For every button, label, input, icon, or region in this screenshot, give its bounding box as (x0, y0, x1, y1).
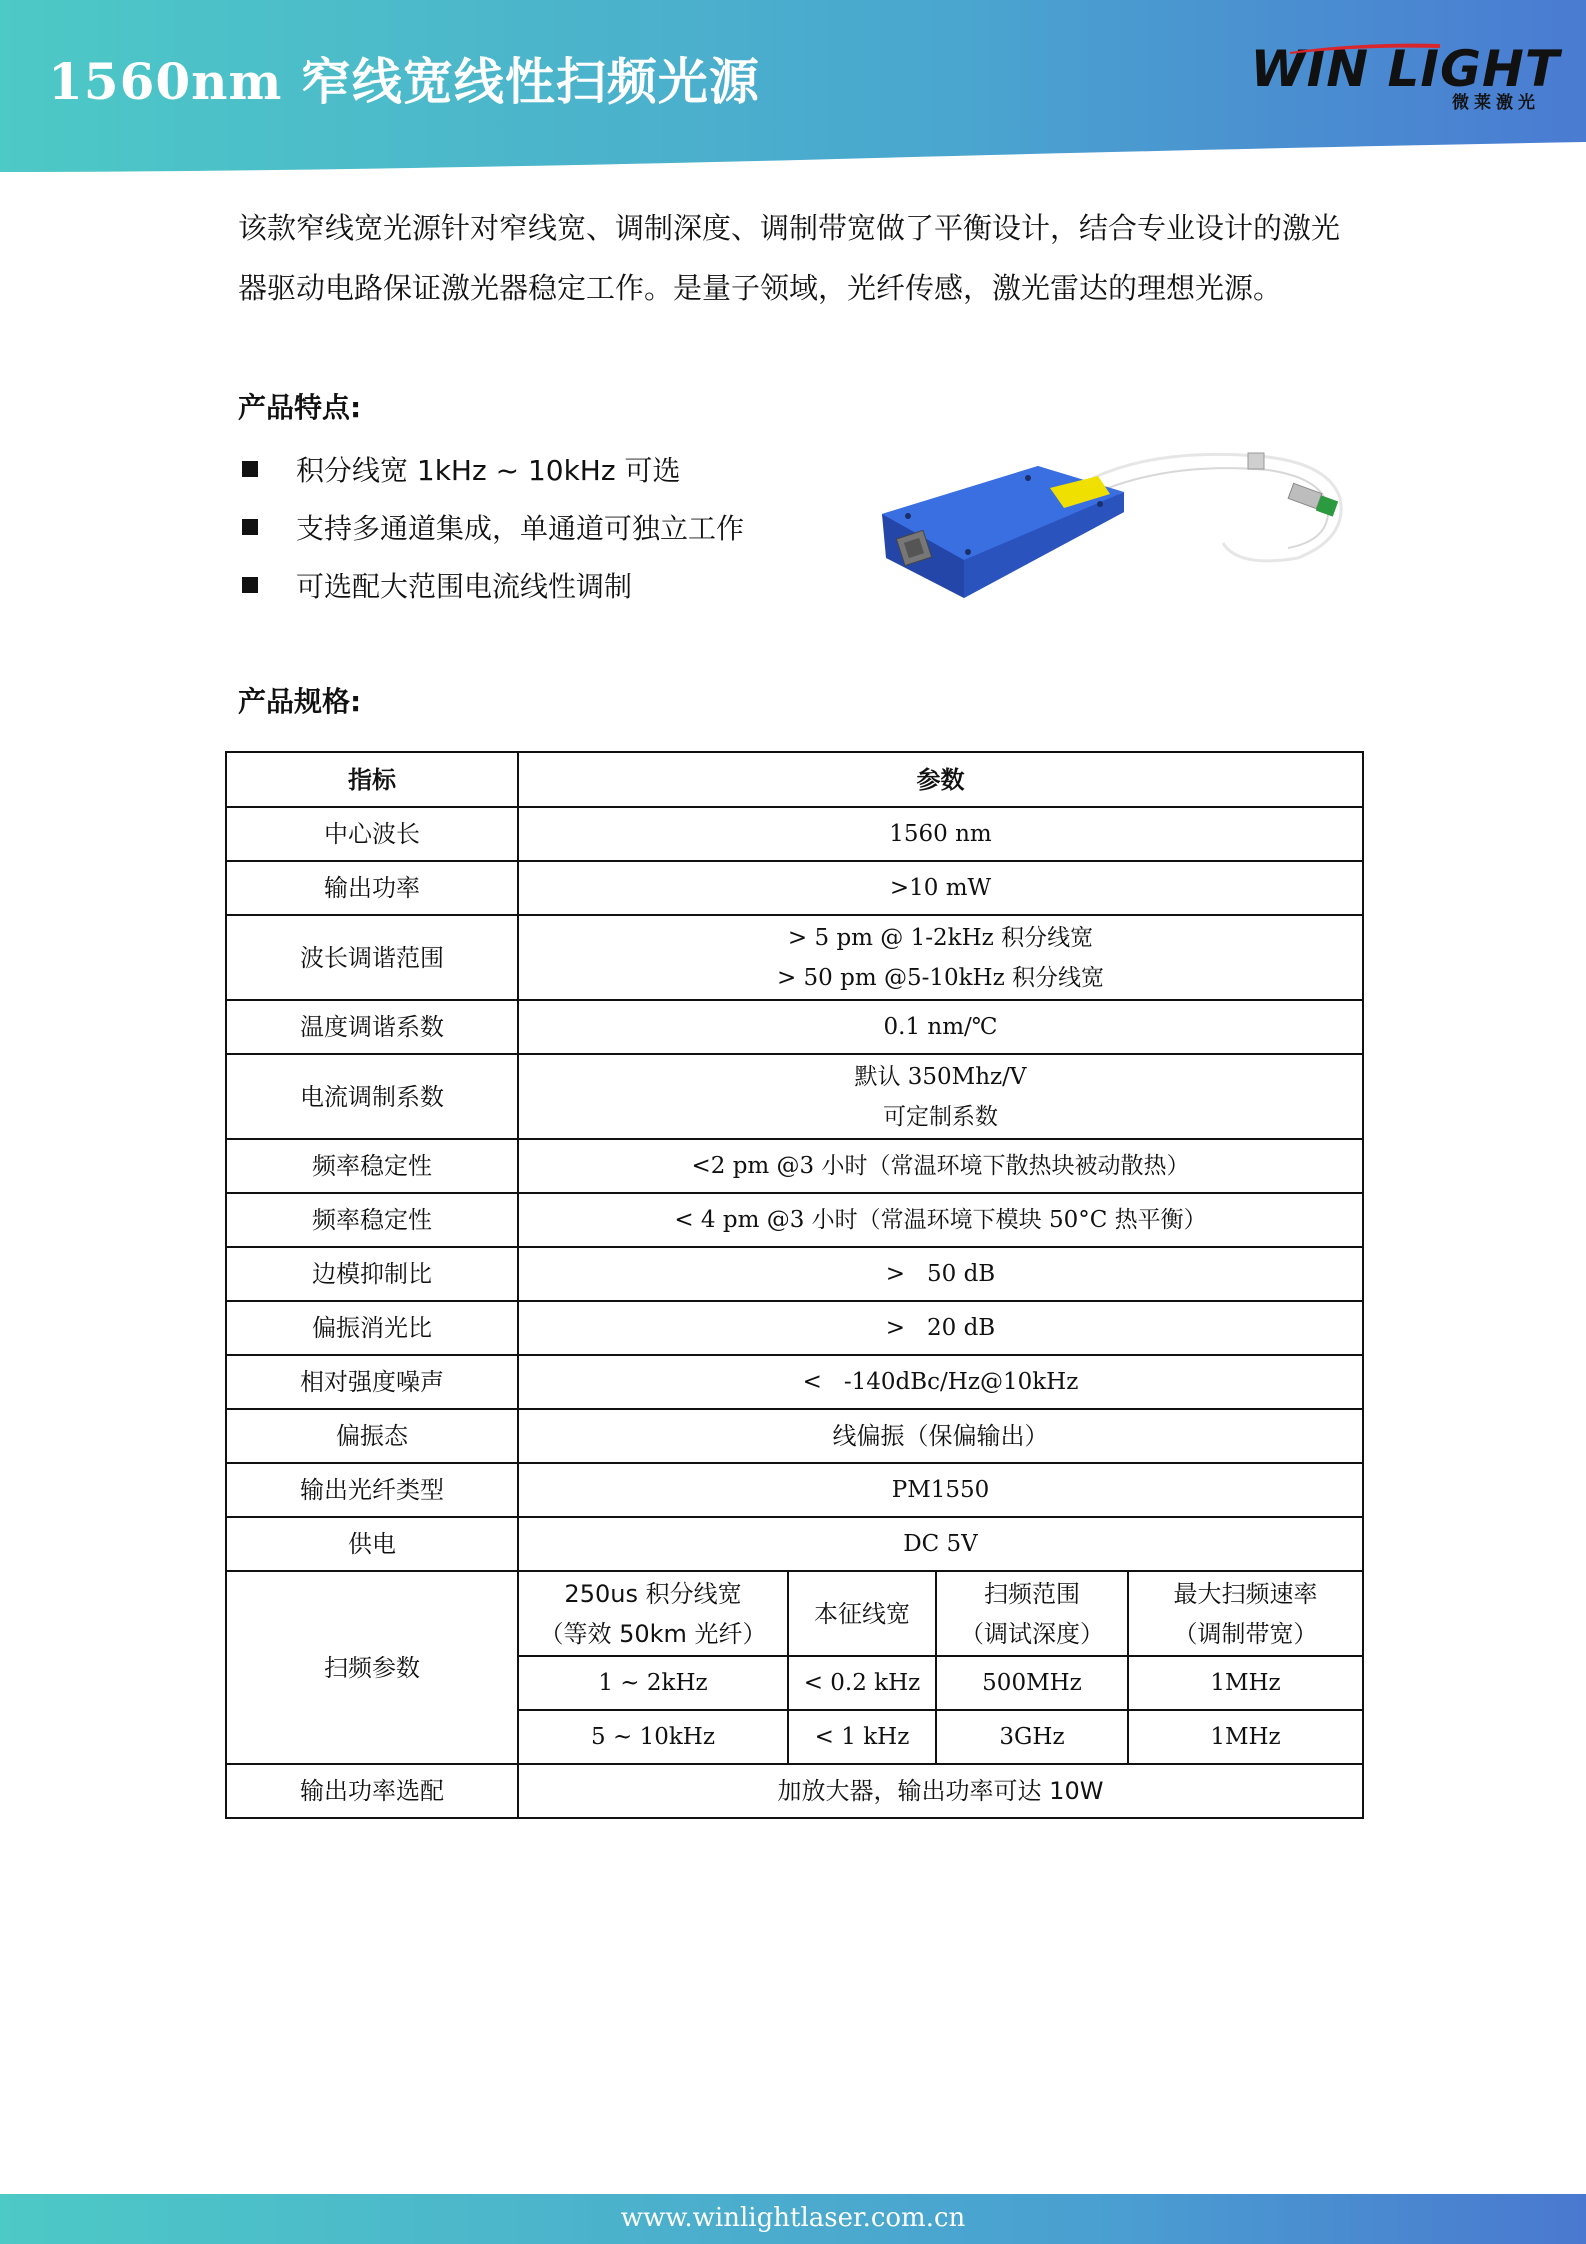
row-value: 0.1 nm/℃ (518, 1000, 1363, 1054)
square-bullet-icon (242, 461, 258, 477)
sweep-header-row (226, 1571, 1363, 1656)
sweep-cell: 5 ~ 10kHz (518, 1710, 788, 1764)
table-row (226, 1054, 1363, 1139)
features-list (238, 440, 744, 614)
row-label: 供电 (226, 1517, 518, 1571)
row-label: 偏振态 (226, 1409, 518, 1463)
sweep-col-head-line: （调制带宽） (1173, 1619, 1318, 1648)
row-value: 1560 nm (518, 807, 1363, 861)
row-value: DC 5V (518, 1517, 1363, 1571)
row-label: 相对强度噪声 (226, 1355, 518, 1409)
row-value-line: > 50 pm @5-10kHz 积分线宽 (776, 964, 1105, 991)
square-bullet-icon (242, 519, 258, 535)
sweep-col-head: 本征线宽 (788, 1571, 936, 1656)
feature-text: 支持多通道集成，单通道可独立工作 (296, 512, 745, 545)
sweep-cell: < 0.2 kHz (788, 1656, 936, 1710)
header-cell-param: 指标 (226, 752, 518, 807)
row-label: 输出光纤类型 (226, 1463, 518, 1517)
row-label: 输出功率选配 (226, 1764, 518, 1818)
row-value-line: 默认 350Mhz/V (854, 1063, 1027, 1090)
header-cell-value: 参数 (518, 752, 1363, 807)
page-title: 1560nm 窄线宽线性扫频光源 (48, 52, 760, 111)
sweep-col-head-line: 扫频范围 (984, 1579, 1080, 1608)
table-row (226, 1764, 1363, 1818)
row-label: 偏振消光比 (226, 1301, 518, 1355)
table-row (226, 1000, 1363, 1054)
page-header (0, 0, 1586, 180)
row-value: < -140dBc/Hz@10kHz (518, 1355, 1363, 1409)
sweep-col-head-line: （等效 50km 光纤） (539, 1619, 767, 1648)
logo-subtitle: 微莱激光 (1452, 93, 1540, 113)
sweep-col-head (1128, 1571, 1363, 1656)
footer-url: www.winlightlaser.com.cn (620, 2203, 966, 2233)
sweep-col-head (936, 1571, 1128, 1656)
sweep-cell: 500MHz (936, 1656, 1128, 1710)
feature-text: 可选配大范围电流线性调制 (296, 570, 633, 603)
row-value: 加放大器，输出功率可达 10W (518, 1764, 1363, 1818)
table-row (226, 1139, 1363, 1193)
row-label: 中心波长 (226, 807, 518, 861)
row-value (518, 1054, 1363, 1139)
row-label: 频率稳定性 (226, 1193, 518, 1247)
spec-table (225, 751, 1364, 1819)
table-header-row (226, 752, 1363, 807)
logo-text: WIN LIGHT (1250, 40, 1560, 98)
sweep-col-head-line: 250us 积分线宽 (564, 1579, 742, 1608)
sweep-cell: 3GHz (936, 1710, 1128, 1764)
sweep-col-head (518, 1571, 788, 1656)
sweep-label: 扫频参数 (226, 1571, 518, 1764)
table-row (226, 1517, 1363, 1571)
feature-text: 积分线宽 1kHz ~ 10kHz 可选 (296, 454, 681, 487)
logo-swoosh-icon (1290, 40, 1440, 56)
product-image (878, 448, 1358, 628)
row-value: > 50 dB (518, 1247, 1363, 1301)
table-row (226, 807, 1363, 861)
intro-paragraph: 该款窄线宽光源针对窄线宽、调制深度、调制带宽做了平衡设计，结合专业设计的激光器驱动电路保证激光器稳定工作。是量子领域，光纤传感，激光雷达的理想光源。 (238, 211, 1341, 305)
row-label: 波长调谐范围 (226, 915, 518, 1000)
row-value: 线偏振（保偏输出） (518, 1409, 1363, 1463)
row-value: < 4 pm @3 小时（常温环境下模块 50°C 热平衡） (518, 1193, 1363, 1247)
row-label: 温度调谐系数 (226, 1000, 518, 1054)
list-item (238, 440, 744, 498)
page-footer (0, 2194, 1586, 2244)
row-value-line: 可定制系数 (883, 1103, 998, 1130)
row-value (518, 915, 1363, 1000)
specs-heading: 产品规格: (238, 685, 362, 718)
table-row (226, 1301, 1363, 1355)
table-row (226, 1193, 1363, 1247)
sweep-cell: 1 ~ 2kHz (518, 1656, 788, 1710)
row-value: > 20 dB (518, 1301, 1363, 1355)
row-label: 输出功率 (226, 861, 518, 915)
row-label: 频率稳定性 (226, 1139, 518, 1193)
table-row (226, 915, 1363, 1000)
sweep-col-head-line: 最大扫频速率 (1173, 1579, 1318, 1608)
table-row (226, 1355, 1363, 1409)
table-row (226, 1463, 1363, 1517)
features-heading: 产品特点: (238, 391, 362, 424)
row-value-line: > 5 pm @ 1-2kHz 积分线宽 (787, 924, 1094, 951)
row-value: <2 pm @3 小时（常温环境下散热块被动散热） (518, 1139, 1363, 1193)
row-value: PM1550 (518, 1463, 1363, 1517)
sweep-cell: < 1 kHz (788, 1710, 936, 1764)
sweep-cell: 1MHz (1128, 1656, 1363, 1710)
row-label: 电流调制系数 (226, 1054, 518, 1139)
table-row (226, 1409, 1363, 1463)
table-row (226, 1247, 1363, 1301)
square-bullet-icon (242, 577, 258, 593)
table-row (226, 861, 1363, 915)
row-label: 边模抑制比 (226, 1247, 518, 1301)
sweep-cell: 1MHz (1128, 1710, 1363, 1764)
company-logo (1250, 40, 1560, 113)
row-value: >10 mW (518, 861, 1363, 915)
list-item (238, 556, 744, 614)
list-item (238, 498, 744, 556)
sweep-col-head-line: （调试深度） (960, 1619, 1104, 1648)
